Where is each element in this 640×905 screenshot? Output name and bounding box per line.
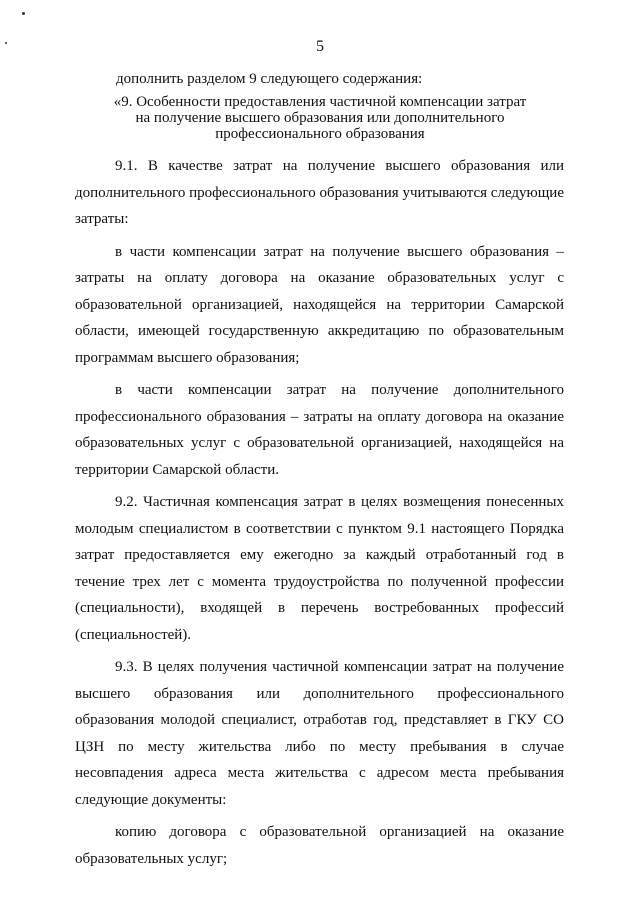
paragraph: копию договора с образовательной организацией на оказание образовательных услуг; [75,824,564,867]
paragraph: 9.1. В качестве затрат на получение высшего образования или дополнительного профессионального образования учитываются следующие затраты: [75,158,564,227]
paragraph: в части компенсации затрат на получение дополнительного профессионального образования – затраты на оплату договора на оказание образовательных услуг с образовательной организацией, находящейся на территории Самарской области. [75,382,564,478]
page-number: 5 [316,38,324,55]
heading-line: на получение высшего образования или дополнительного [135,110,505,126]
paragraph: 9.3. В целях получения частичной компенсации затрат на получение высшего образования или дополнительного профессионального образования молодой специалист, отработав год, представляет в ГКУ СО ЦЗН по месту жительства либо по месту пребывания в случае несовпадения адреса места жительства с адресом места пребывания следующие документы: [75,659,564,808]
heading-line: профессионального образования [215,126,425,142]
section-heading [100,94,540,142]
paragraph: в части компенсации затрат на получение высшего образования – затраты на оплату договора на оказание образовательных услуг с образовательной организацией, находящейся на территории Самарской области, имеющей государственную аккредитацию по образовательным программам высшего образования; [75,243,564,366]
scan-speck [22,12,25,15]
heading-line: «9. Особенности предоставления частичной компенсации затрат [113,94,527,110]
lead-line: дополнить разделом 9 следующего содержания: [116,71,423,87]
document-body [75,153,564,872]
paragraph: 9.2. Частичная компенсация затрат в целях возмещения понесенных молодым специалистом в соответствии с пунктом 9.1 настоящего Порядка затрат предоставляется ему ежегодно за каждый отработанный год в течение трех лет с момента трудоустройства по полученной профессии (специальности), входящей в перечень востребованных профессий (специальностей). [75,494,564,643]
